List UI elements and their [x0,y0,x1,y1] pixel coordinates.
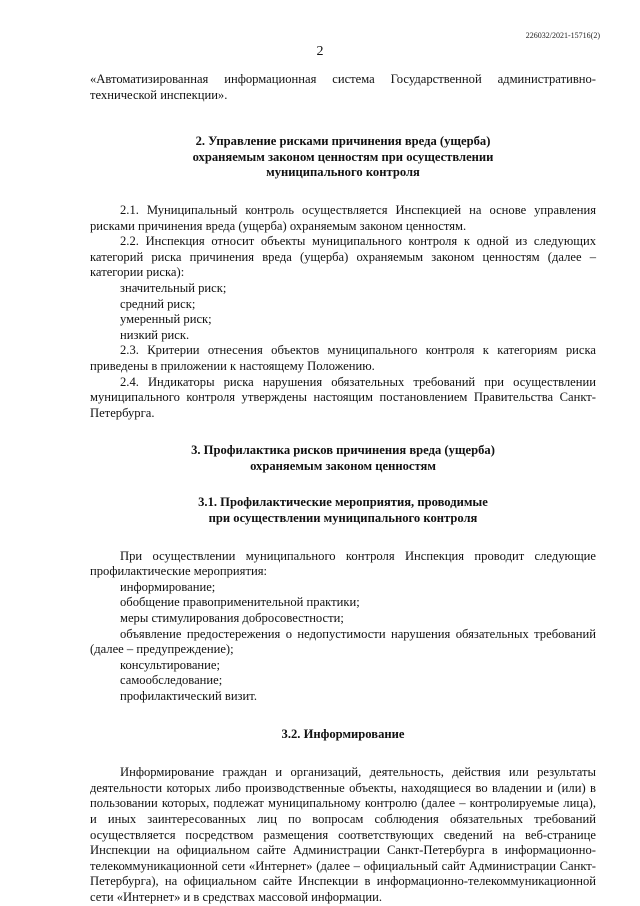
subsection-3-1-heading-line: 3.1. Профилактические мероприятия, проводимые [198,495,488,510]
prevention-measure-item: консультирование; [120,657,221,672]
risk-category-item: значительный риск; [120,280,227,295]
risk-category-item: умеренный риск; [120,312,212,327]
section-3-heading [90,443,596,474]
section-3-heading-line: 3. Профилактика рисков причинения вреда (ущерба) [191,443,495,458]
prevention-measure-item: профилактический визит. [120,689,257,703]
prevention-measure-item: самообследование; [120,673,223,688]
subsection-3-2-heading-line: 3.2. Информирование [281,726,405,741]
paragraph-2-4: 2.4. Индикаторы риска нарушения обязательных требований при осуществлении муниципального контроля утверждены настоящим постановлением Правительства Санкт-Петербурга. [90,374,596,420]
intro-paragraph: «Автоматизированная информационная система Государственной административно-технической инспекции». [90,72,596,102]
section-2-heading-line: муниципального контроля [266,165,420,180]
paragraph-3-2: Информирование граждан и организаций, деятельность, действия или результаты деятельности которых либо производственные объекты, находящиеся во владении и (или) в пользовании которых, подлежат муниципальному контролю (далее – контролируемые лица), и иных заинтересованных лиц по вопросам соблюдения обязательных требований осуществляется посредством размещения соответствующих сведений на веб-странице Инспекции на официальном сайте Администрации Санкт-Петербурга в информационно-телекоммуникационной сети «Интернет» (далее – официальный сайт Администрации Санкт-Петербурга), на официальном сайте Инспекции в информационно-телекоммуникационной сети «Интернет» и в средствах массовой информации. [90,765,596,904]
document-body [90,72,596,906]
section-2-heading [90,134,596,181]
section-2-heading-line: 2. Управление рисками причинения вреда (ущерба) [195,134,491,149]
risk-category-item: низкий риск. [120,327,190,342]
prevention-measure-item: меры стимулирования добросовестности; [120,611,344,626]
section-2-heading-line: охраняемым законом ценностям при осуществлении [192,149,494,164]
prevention-measure-warning: объявление предостережения о недопустимости нарушения обязательных требований (далее – предупреждение); [90,626,596,657]
paragraph-2-2: 2.2. Инспекция относит объекты муниципального контроля к одной из следующих категорий риска причинения вреда (ущерба) охраняемым законом ценностям (далее – категории риска): [90,234,596,280]
risk-category-item: средний риск; [120,296,196,311]
page-number: 2 [316,44,324,59]
section-3-heading-line: охраняемым законом ценностям [250,458,436,473]
paragraph-3-1-intro: При осуществлении муниципального контроля Инспекция проводит следующие профилактические мероприятия: [90,548,596,579]
subsection-3-2-heading [90,727,596,743]
prevention-measure-item: обобщение правоприменительной практики; [120,595,360,610]
paragraph-2-3: 2.3. Критерии отнесения объектов муниципального контроля к категориям риска приведены в приложении к настоящему Положению. [90,343,596,373]
document-registration-number: 226032/2021-15716(2) [525,31,600,40]
subsection-3-1-heading-line: при осуществлении муниципального контроля [208,511,478,526]
prevention-measure-item: информирование; [120,579,216,594]
subsection-3-1-heading [90,495,596,526]
paragraph-2-1: 2.1. Муниципальный контроль осуществляется Инспекцией на основе управления рисками причинения вреда (ущерба) охраняемым законом ценностям. [90,202,596,233]
